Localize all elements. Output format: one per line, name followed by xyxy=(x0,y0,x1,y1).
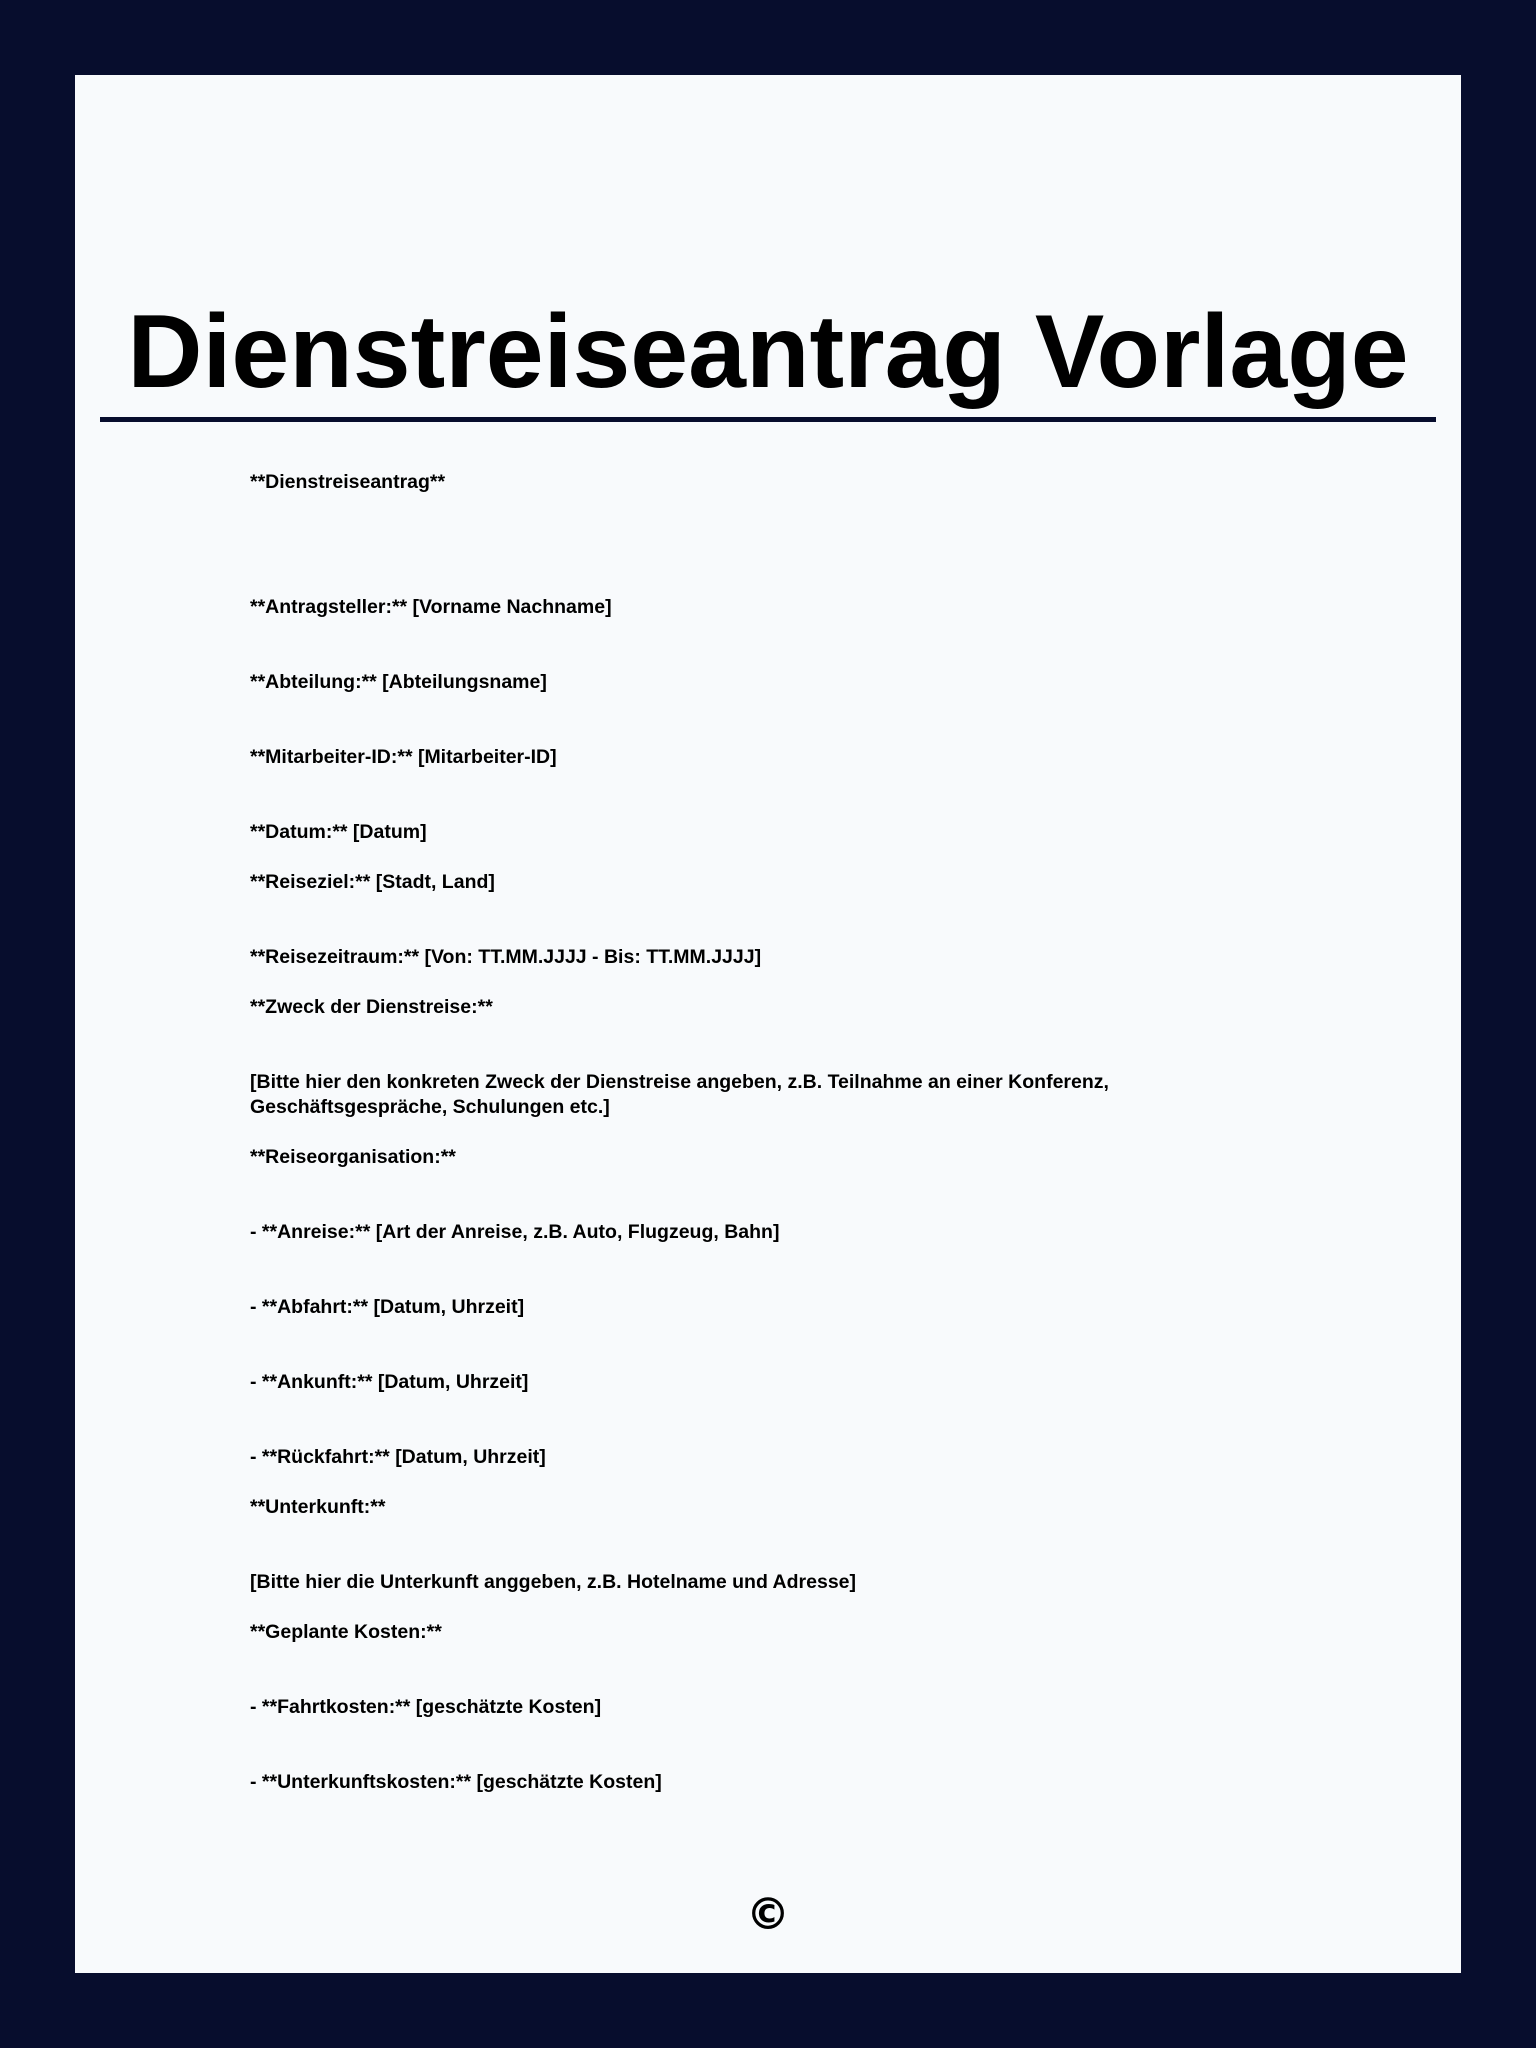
list-item-anreise: - **Anreise:** [Art der Anreise, z.B. Auto, Flugzeug, Bahn] xyxy=(250,1221,780,1243)
list-item-fahrtkosten: - **Fahrtkosten:** [geschätzte Kosten] xyxy=(250,1696,602,1718)
heading-reiseorganisation: **Reiseorganisation:** xyxy=(250,1146,456,1168)
document-page xyxy=(75,75,1461,1973)
title-divider xyxy=(100,417,1436,422)
paragraph-unterkunft: [Bitte hier die Unterkunft anggeben, z.B. Hotelname und Adresse] xyxy=(250,1571,857,1593)
field-reiseziel: **Reiseziel:** [Stadt, Land] xyxy=(250,871,495,893)
list-item-rueckfahrt: - **Rückfahrt:** [Datum, Uhrzeit] xyxy=(250,1446,546,1468)
field-datum: **Datum:** [Datum] xyxy=(250,821,427,843)
heading-zweck: **Zweck der Dienstreise:** xyxy=(250,996,493,1018)
heading-dienstreiseantrag: **Dienstreiseantrag** xyxy=(250,471,446,493)
heading-geplante-kosten: **Geplante Kosten:** xyxy=(250,1621,442,1643)
paragraph-zweck: [Bitte hier den konkreten Zweck der Dienstreise angeben, z.B. Teilnahme an einer Konferenz, Geschäftsgespräche, Schulungen etc.] xyxy=(250,1071,1109,1118)
copyright-icon: © xyxy=(746,1889,790,1940)
field-abteilung: **Abteilung:** [Abteilungsname] xyxy=(250,671,547,693)
document-title: Dienstreiseantrag Vorlage xyxy=(127,294,1409,410)
list-item-unterkunftskosten: - **Unterkunftskosten:** [geschätzte Kosten] xyxy=(250,1771,662,1793)
field-antragsteller: **Antragsteller:** [Vorname Nachname] xyxy=(250,596,612,618)
field-reisezeitraum: **Reisezeitraum:** [Von: TT.MM.JJJJ - Bis: TT.MM.JJJJ] xyxy=(250,946,762,968)
heading-unterkunft: **Unterkunft:** xyxy=(250,1496,386,1518)
list-item-abfahrt: - **Abfahrt:** [Datum, Uhrzeit] xyxy=(250,1296,525,1318)
list-item-ankunft: - **Ankunft:** [Datum, Uhrzeit] xyxy=(250,1371,529,1393)
field-mitarbeiter-id: **Mitarbeiter-ID:** [Mitarbeiter-ID] xyxy=(250,746,557,768)
